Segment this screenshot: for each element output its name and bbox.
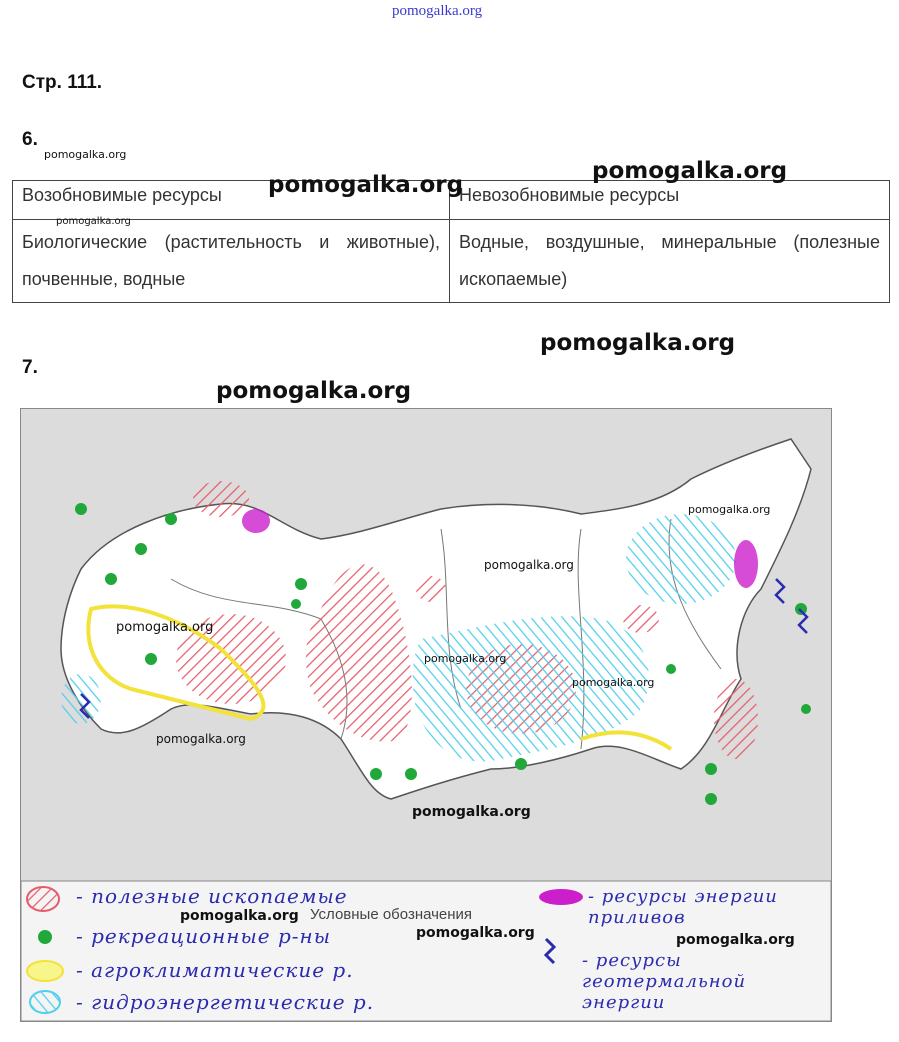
hydro-area bbox=[61, 674, 101, 724]
watermark: pomogalka.org bbox=[412, 804, 531, 820]
legend-swatch-recreation bbox=[38, 930, 52, 944]
watermark: pomogalka.org bbox=[572, 676, 655, 689]
watermark: pomogalka.org bbox=[268, 172, 464, 198]
table-header-renewable: Возобновимые ресурсы bbox=[13, 181, 450, 220]
watermark: pomogalka.org bbox=[216, 378, 412, 404]
tidal-area bbox=[734, 540, 758, 588]
watermark: pomogalka.org bbox=[592, 158, 788, 184]
legend-label-agro: - агроклиматические р. bbox=[76, 958, 354, 982]
watermark: pomogalka.org bbox=[540, 330, 736, 356]
mineral-area bbox=[714, 679, 758, 759]
task-7-number: 7. bbox=[22, 357, 38, 378]
legend-label-tidal: - ресурсы энергии приливов bbox=[588, 886, 778, 928]
legend-label-hydro: - гидроэнергетические р. bbox=[76, 990, 375, 1014]
mineral-area bbox=[623, 605, 659, 633]
mineral-area bbox=[193, 481, 249, 517]
watermark: pomogalka.org bbox=[688, 503, 771, 516]
page-title: Стр. 111. bbox=[22, 72, 103, 93]
watermark: pomogalka.org bbox=[44, 148, 127, 161]
watermark: pomogalka.org bbox=[180, 908, 299, 924]
watermark: pomogalka.org bbox=[156, 732, 246, 746]
legend-title: Условные обозначения bbox=[310, 906, 473, 923]
legend-swatch-agro bbox=[27, 961, 63, 981]
watermark: pomogalka.org bbox=[56, 216, 131, 227]
watermark: pomogalka.org bbox=[424, 652, 507, 665]
watermark: pomogalka.org bbox=[484, 558, 574, 572]
watermark: pomogalka.org bbox=[116, 620, 214, 635]
legend-label-mineral: - полезные ископаемые bbox=[76, 884, 348, 908]
table-cell-nonrenewable: Водные, воздушные, минеральные (полезные ископаемые) bbox=[450, 220, 890, 303]
watermark: pomogalka.org bbox=[416, 925, 535, 941]
watermark: pomogalka.org bbox=[676, 932, 795, 948]
resources-table bbox=[12, 180, 890, 303]
task-6-number: 6. bbox=[22, 129, 38, 150]
legend-swatch-tidal bbox=[539, 889, 583, 905]
legend-swatch-mineral bbox=[27, 887, 59, 911]
mineral-area bbox=[416, 576, 446, 602]
tidal-area bbox=[242, 509, 270, 533]
legend-label-recreation: - рекреационные р-ны bbox=[76, 924, 331, 948]
hydro-area bbox=[626, 514, 736, 604]
table-header-nonrenewable: Невозобновимые ресурсы bbox=[450, 181, 890, 220]
watermark-top[interactable]: pomogalka.org bbox=[392, 3, 483, 19]
legend-swatch-hydro bbox=[30, 991, 60, 1013]
legend-label-geothermal: - ресурсы геотермальной энергии bbox=[582, 950, 747, 1013]
table-cell-renewable: Биологические (растительность и животные), почвенные, водные bbox=[13, 220, 450, 303]
